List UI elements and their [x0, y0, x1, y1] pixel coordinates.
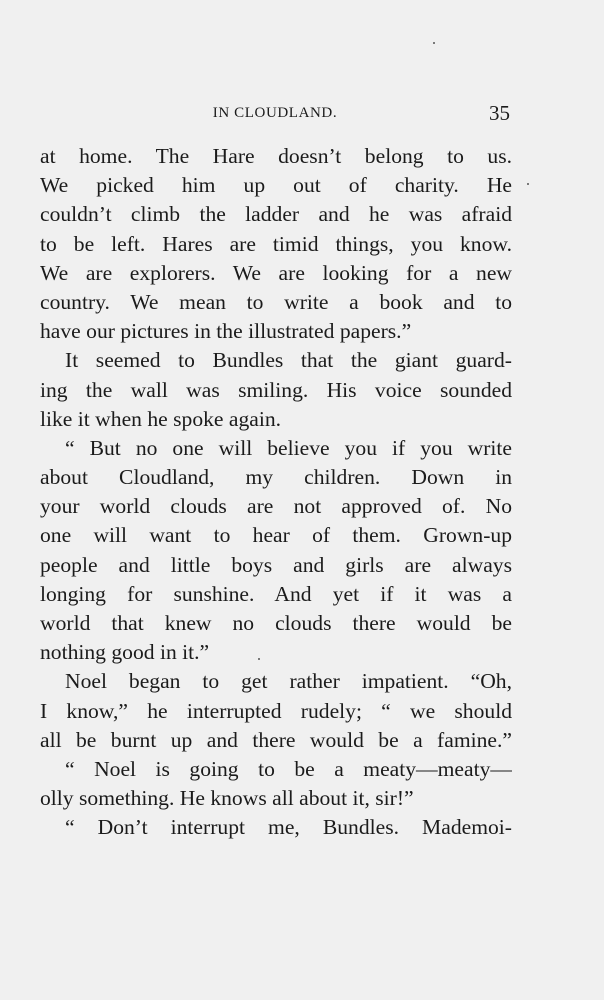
text-line: have our pictures in the illustrated papers.”	[40, 319, 412, 344]
text-line: all be burnt up and there would be a famine.”	[40, 727, 512, 752]
text-line: I know,” he interrupted rudely; “ we should	[40, 698, 512, 723]
text-line: couldn’t climb the ladder and he was afraid	[40, 202, 512, 227]
text-line: It seemed to Bundles that the giant guard-	[65, 348, 512, 373]
text-line: your world clouds are not approved of. No	[40, 494, 512, 519]
text-line: longing for sunshine. And yet if it was a	[40, 581, 512, 606]
text-line: olly something. He knows all about it, sir!”	[40, 786, 414, 811]
text-line: people and little boys and girls are always	[40, 552, 512, 577]
text-line: about Cloudland, my children. Down in	[40, 465, 512, 490]
body-text	[40, 142, 512, 843]
running-head	[40, 100, 510, 130]
text-line: to be left. Hares are timid things, you know.	[40, 231, 512, 256]
paper-speck	[433, 42, 435, 44]
text-line: “ Don’t interrupt me, Bundles. Mademoi-	[65, 815, 512, 840]
text-line: country. We mean to write a book and to	[40, 289, 512, 314]
running-title: IN CLOUDLAND.	[212, 105, 338, 121]
text-line: We are explorers. We are looking for a new	[40, 260, 512, 285]
text-line: We picked him up out of charity. He	[40, 173, 512, 198]
text-line: at home. The Hare doesn’t belong to us.	[40, 144, 512, 168]
paper-speck	[527, 183, 529, 185]
text-line: “ Noel is going to be a meaty—meaty—	[65, 756, 512, 781]
text-line: world that knew no clouds there would be	[40, 611, 512, 635]
text-line: “ But no one will believe you if you write	[65, 435, 512, 460]
text-line: ing the wall was smiling. His voice sounded	[40, 377, 512, 402]
text-line: nothing good in it.”	[40, 640, 210, 665]
text-line: Noel began to get rather impatient. “Oh,	[65, 669, 512, 694]
page-number: 35	[489, 101, 510, 125]
paper-speck	[258, 658, 260, 660]
text-line: one will want to hear of them. Grown-up	[40, 523, 512, 548]
text-line: like it when he spoke again.	[40, 406, 282, 431]
